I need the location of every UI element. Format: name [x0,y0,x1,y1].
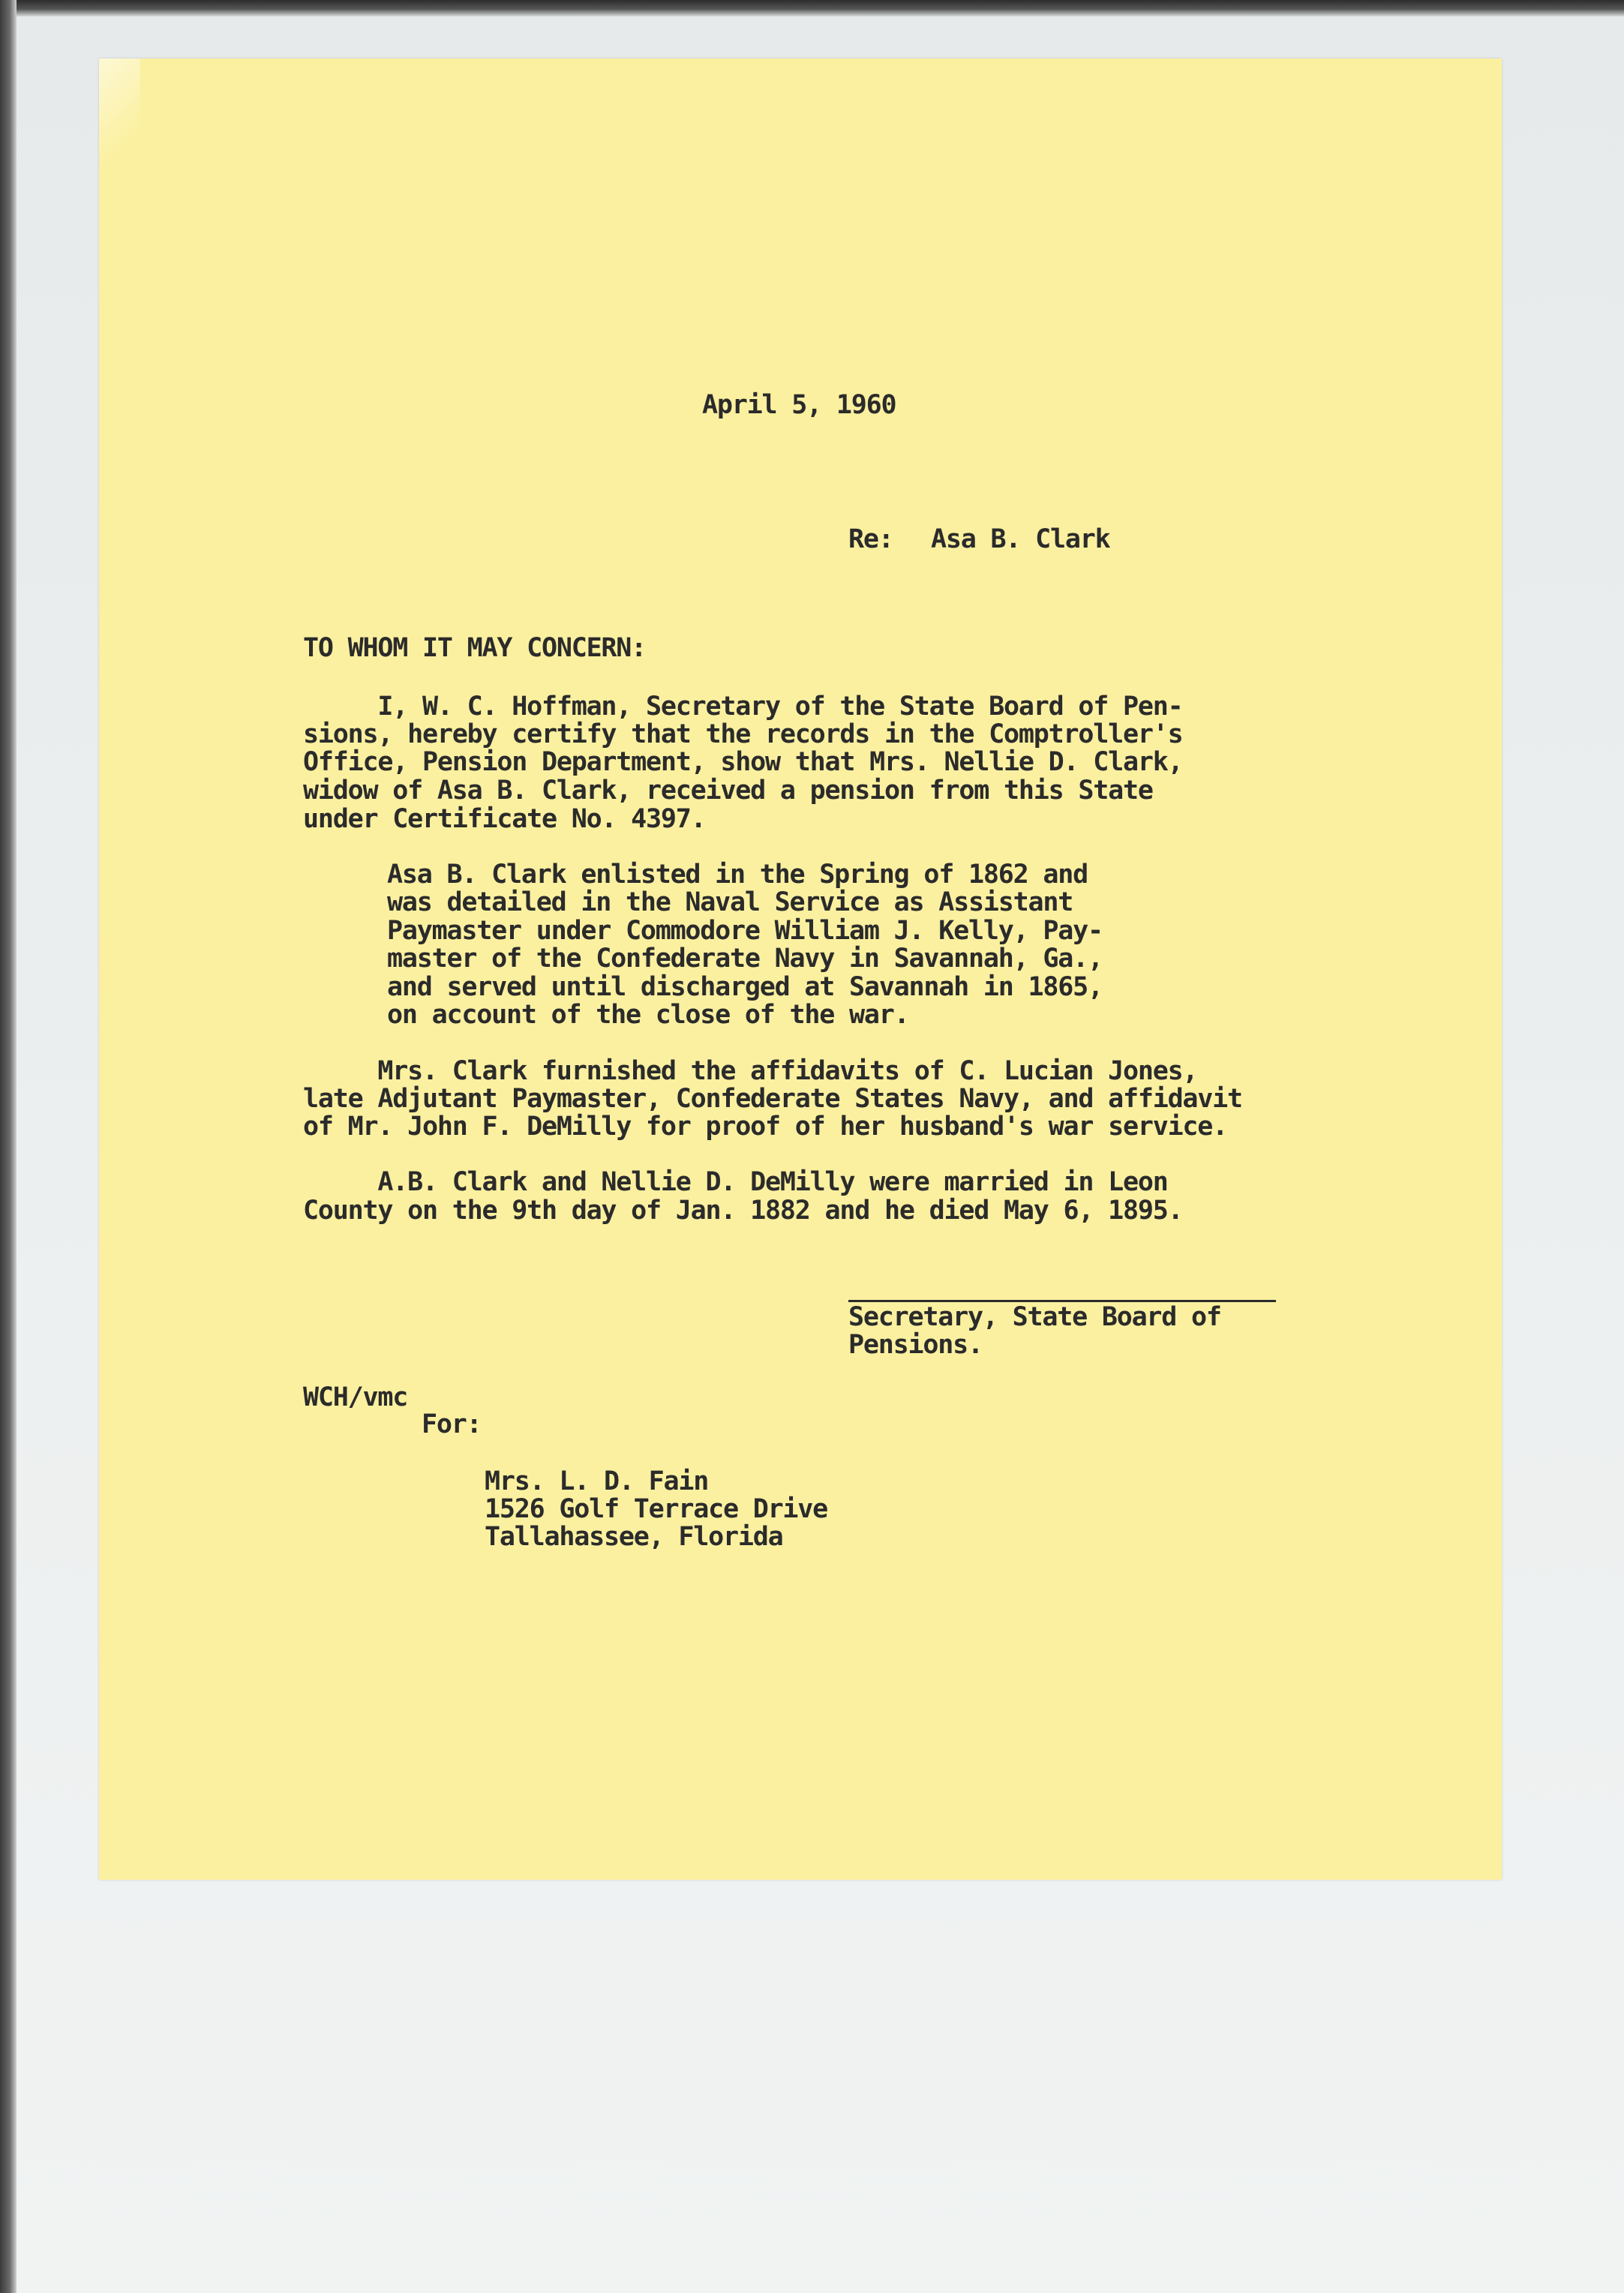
paragraph-line: Mrs. Clark furnished the affidavits of C. Lucian Jones, [303,1056,1198,1086]
paragraph-line: I, W. C. Hoffman, Secretary of the State Board of Pen- [303,692,1183,722]
paragraph-line: widow of Asa B. Clark, received a pension from this State [303,776,1153,806]
signature-title-line: Secretary, State Board of [848,1302,1221,1332]
paragraph-line: A.B. Clark and Nellie D. DeMilly were married in Leon [303,1167,1168,1197]
scanner-left-edge [0,0,17,2293]
for-label: For: [422,1409,482,1439]
paragraph-line: and served until discharged at Savannah in 1865, [387,972,1103,1002]
scanner-top-edge [0,0,1624,17]
paragraph-line: under Certificate No. 4397. [303,804,706,834]
paragraph-line: Asa B. Clark enlisted in the Spring of 1862 and [387,860,1088,890]
paragraph-line: was detailed in the Naval Service as Assistant [387,887,1073,917]
salutation: TO WHOM IT MAY CONCERN: [303,633,647,663]
re-label: Re: [848,524,893,554]
recipient-line: Tallahassee, Florida [485,1522,783,1552]
recipient-line: Mrs. L. D. Fain [485,1466,709,1496]
signature-title-line: Pensions. [848,1330,983,1360]
paragraph-line: sions, hereby certify that the records in the Comptroller's [303,719,1183,749]
paragraph-line: master of the Confederate Navy in Savannah, Ga., [387,944,1103,974]
re-name: Asa B. Clark [931,524,1110,554]
typist-initials: WCH/vmc [303,1382,408,1412]
paragraph-line: Paymaster under Commodore William J. Kelly, Pay- [387,916,1103,946]
letter-date: April 5, 1960 [702,390,896,420]
recipient-line: 1526 Golf Terrace Drive [485,1494,828,1524]
paragraph-line: late Adjutant Paymaster, Confederate States Navy, and affidavit [303,1084,1242,1114]
paragraph-line: on account of the close of the war. [387,1000,909,1030]
paragraph-line: Office, Pension Department, show that Mrs. Nellie D. Clark, [303,747,1183,777]
paragraph-line: of Mr. John F. DeMilly for proof of her husband's war service. [303,1112,1228,1142]
paragraph-line: County on the 9th day of Jan. 1882 and he died May 6, 1895. [303,1196,1183,1226]
